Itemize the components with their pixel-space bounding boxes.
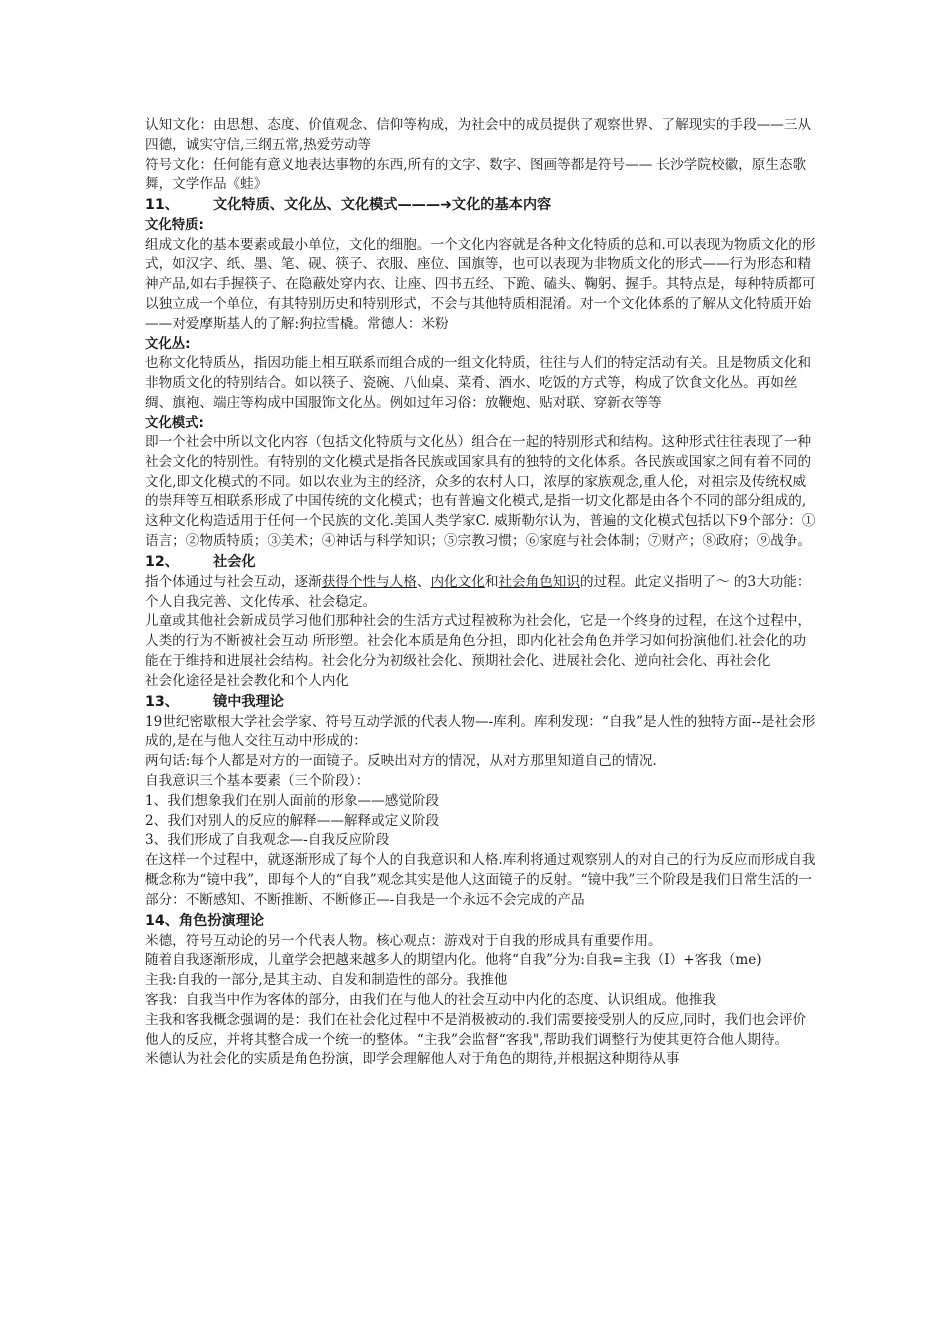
paragraph-socialization-definition: [145, 573, 817, 613]
section-number: 11、: [145, 197, 179, 214]
section-number: 12、: [145, 553, 179, 570]
subheading-culture-trait: 文化特质:: [145, 218, 204, 234]
paragraph-i-self: 主我:自我的一部分,是其主动、自发和制造性的部分。我推他: [145, 972, 508, 989]
paragraph-three-elements: 自我意识三个基本要素（三个阶段）：: [145, 773, 370, 790]
paragraph-self-division: 随着自我逐渐形成，儿童学会把越来越多人的期望内化。他将“自我”分为:自我=主我（I）+客我（me): [145, 952, 762, 969]
paragraph-role-playing: 米德认为社会化的实质是角色扮演，即学会理解他人对于角色的期待,并根据这种期待从事: [145, 1051, 680, 1068]
paragraph-culture-complex: 也称文化特质丛，指因功能上相互联系而组合成的一组文化特质，往往与人们的特定活动有关。且是物质文化和非物质文化的特别结合。如以筷子、瓷碗、八仙桌、菜肴、酒水、吃饭的方式等，构成了饮食文化丛。再如丝绸、旗袍、端庄等构成中国服饰文化丛。例如过年习俗：放鞭炮、贴对联、穿新衣等等: [145, 355, 812, 411]
paragraph-mead-intro: 米德，符号互动论的另一个代表人物。核心观点：游戏对于自我的形成具有重要作用。: [145, 932, 662, 949]
section-title: 角色扮演理论: [178, 912, 265, 929]
section-number: 13、: [145, 693, 179, 710]
section-heading-11: [145, 195, 817, 216]
text-run: 、: [416, 573, 431, 590]
paragraph-looking-glass-summary: 在这样一个过程中，就逐渐形成了每个人的自我意识和人格.库利将通过观察别人的对自己的行为反应而形成自我概念称为“镜中我”，即每个人的“自我”观念其实是他人这面镜子的反射。“镜中我”三个阶段是我们日常生活的一部分：不断感知、不断推断、不断修正—-自我是一个永远不会完成的产品: [145, 852, 816, 908]
subheading-culture-complex: 文化丛:: [145, 336, 191, 352]
underlined-term: 获得个性与人格: [321, 573, 417, 590]
section-heading-12: [145, 552, 817, 573]
paragraph-symbolic-culture: 符号文化：任何能有意义地表达事物的东西,所有的文字、数字、图画等都是符号—— 长沙学院校徽，原生态歌舞，文学作品《蛙》: [145, 156, 807, 193]
text-run: 和: [484, 573, 499, 590]
section-title: 社会化: [213, 553, 256, 570]
underlined-term: 内化文化: [430, 573, 485, 590]
paragraph-me-self: 客我：自我当中作为客体的部分，由我们在与他人的社会互动中内化的态度、认识组成。他推我: [145, 991, 716, 1008]
paragraph-culture-pattern: 即一个社会中所以文化内容（包括文化特质与文化丛）组合在一起的特别形式和结构。这种形式往往表现了一种社会文化的特别性。有特别的文化模式是指各民族或国家具有的独特的文化体系。各民族或国家之间有着不同的文化,即文化模式的不同。如以农业为主的经济，众多的农村人口，浓厚的家族观念,重人伦，对祖宗及传统权威的崇拜等互相联系形成了中国传统的文化模式；也有普遍文化模式,是指一切文化都是由各个不同的部分组成的,这种文化构造适用于任何一个民族的文化.美国人类学家C. 威斯勒尔认为，普遍的文化模式包括以下9个部分：①语言；②物质特质；③美术；④神话与科学知识；⑤宗教习惯；⑥家庭与社会体制；⑦财产；⑧政府；⑨战争。: [145, 434, 816, 550]
section-heading-14: [145, 911, 817, 932]
section-title: 镜中我理论: [213, 693, 284, 710]
paragraph-culture-trait: 组成文化的基本要素或最小单位，文化的细胞。一个文化内容就是各种文化特质的总和.可以表现为物质文化的形式，如汉字、纸、墨、笔、砚、筷子、衣服、座位、国旗等，也可以表现为非物质文化的形式——行为形态和精神产品,如右手握筷子、在隐蔽处穿内衣、让座、四书五经、下跪、磕头、鞠躬、握手。其特点是，每种特质都可以独立成一个单位，有其特别历史和特别形式，不会与其他特质相混淆。对一个文化体系的了解从文化特质开始——对爱摩斯基人的了解:狗拉雪橇。常德人：米粉: [145, 236, 816, 332]
list-item: 1、我们想象我们在别人面前的形象——感觉阶段: [145, 792, 440, 809]
document-page: [145, 116, 817, 1070]
underlined-term: 社会角色知识: [498, 573, 580, 590]
paragraph-i-me-emphasis: 主我和客我概念强调的是：我们在社会化过程中不是消极被动的.我们需要接受别人的反应,同时，我们也会评价他人的反应，并将其整合成一个统一的整体。“主我”会监督“客我",帮助我们调整行为使其更符合他人期待。: [145, 1011, 807, 1048]
text-run: 的过程。此定义指明了～ 的3大功能：个人自我完善、文化传承、社会稳定。: [145, 573, 811, 610]
section-heading-13: [145, 692, 817, 713]
subheading-culture-pattern: 文化模式:: [145, 415, 204, 431]
text-run: 指个体通过与社会互动，逐渐: [145, 573, 322, 590]
list-item: 2、我们对别人的反应的解释——解释或定义阶段: [145, 812, 440, 829]
paragraph-cognitive-culture: 认知文化：由思想、态度、价值观念、信仰等构成，为社会中的成员提供了观察世界、了解现实的手段——三从四德，诚实守信,三纲五常,热爱劳动等: [145, 117, 812, 153]
paragraph-looking-glass-intro: 19世纪密歇根大学社会学家、符号互动学派的代表人物—-库利。库利发现：“自我”是人性的独特方面--是社会形成的,是在与他人交往互动中形成的：: [145, 713, 816, 750]
section-title: 文化特质、文化丛、文化模式———➜文化的基本内容: [213, 197, 552, 214]
paragraph-socialization-path: 社会化途径是社会教化和个人内化: [145, 672, 349, 689]
list-item: 3、我们形成了自我观念—-自我反应阶段: [145, 832, 390, 849]
section-number: 14、: [145, 912, 179, 929]
paragraph-socialization-process: 儿童或其他社会新成员学习他们那种社会的生活方式过程被称为社会化，它是一个终身的过程，在这个过程中，人类的行为不断被社会互动 所形塑。社会化本质是角色分担，即内化社会角色并学习如何扮演他们.社会化的功能在于维持和进展社会结构。社会化分为初级社会化、预期社会化、进展社会化、逆向社会化、再社会化: [145, 613, 812, 670]
paragraph-two-sentences: 两句话:每个人都是对方的一面镜子。反映出对方的情况，从对方那里知道自己的情况.: [145, 753, 657, 770]
